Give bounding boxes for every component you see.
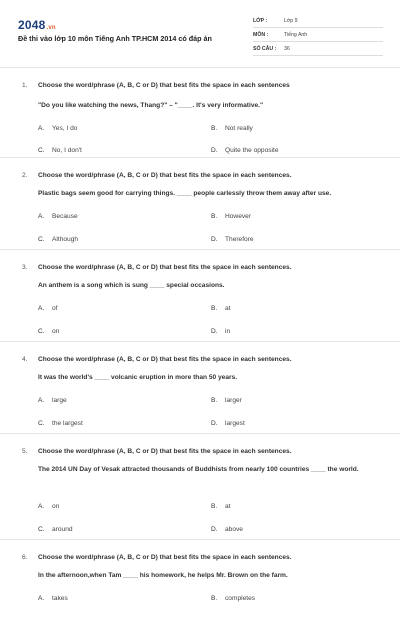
option-b[interactable]	[211, 595, 255, 602]
meta-row-subject	[253, 28, 383, 42]
option-b[interactable]	[211, 305, 231, 312]
option-a[interactable]	[38, 213, 78, 220]
option-b[interactable]	[211, 503, 231, 510]
question-instruction: Choose the word/phrase (A, B, C or D) that best fits the space in each sentences.	[38, 264, 292, 271]
option-text: takes	[52, 595, 68, 602]
option-text: However	[225, 213, 252, 220]
option-letter: A.	[38, 125, 45, 132]
logo-suffix: .vn	[46, 25, 56, 31]
option-a[interactable]	[38, 503, 59, 510]
meta-label: LỚP :	[253, 17, 268, 24]
option-d[interactable]	[211, 526, 243, 533]
option-text: at	[225, 305, 231, 312]
question-text: The 2014 UN Day of Vesak attracted thousands of Buddhists from nearly 100 countries ____ the world.	[38, 466, 359, 473]
option-text: on	[52, 503, 60, 510]
option-letter: B.	[211, 213, 218, 220]
meta-value: 36	[284, 45, 290, 52]
question-number: 2.	[22, 172, 28, 179]
option-c[interactable]	[38, 328, 59, 335]
option-b[interactable]	[211, 213, 251, 220]
question-text: It was the world's ____ volcanic eruption in more than 50 years.	[38, 374, 238, 381]
option-d[interactable]	[211, 147, 279, 154]
option-text: larger	[225, 397, 242, 404]
option-letter: C.	[38, 236, 45, 243]
option-d[interactable]	[211, 236, 254, 243]
question-number: 5.	[22, 448, 28, 455]
question-item	[0, 158, 400, 250]
meta-row-class	[253, 14, 383, 28]
question-header	[22, 82, 290, 89]
option-c[interactable]	[38, 420, 83, 427]
question-text: Plastic bags seem good for carrying things. ____ people carlessly throw them away after use.	[38, 190, 332, 197]
option-letter: D.	[211, 526, 218, 533]
meta-row-count	[253, 42, 383, 56]
option-b[interactable]	[211, 125, 253, 132]
option-letter: B.	[211, 125, 218, 132]
question-item	[0, 434, 400, 540]
option-letter: C.	[38, 420, 45, 427]
option-a[interactable]	[38, 125, 77, 132]
question-text: In the afternoon,when Tam ____ his homework, he helps Mr. Brown on the farm.	[38, 572, 288, 579]
option-text: of	[52, 305, 58, 312]
option-letter: A.	[38, 595, 45, 602]
question-text: "Do you like watching the news, Thang?" – "____. It's very informative."	[38, 102, 264, 109]
question-item	[0, 540, 400, 620]
option-text: largest	[225, 420, 245, 427]
question-item	[0, 68, 400, 158]
option-d[interactable]	[211, 328, 230, 335]
option-text: large	[52, 397, 67, 404]
option-text: Therefore	[225, 236, 254, 243]
option-text: around	[52, 526, 73, 533]
page-header	[0, 0, 400, 68]
question-instruction: Choose the word/phrase (A, B, C or D) that best fits the space in each sentences	[38, 82, 290, 89]
option-letter: A.	[38, 503, 45, 510]
question-instruction: Choose the word/phrase (A, B, C or D) that best fits the space in each sentences.	[38, 356, 292, 363]
question-instruction: Choose the word/phrase (A, B, C or D) that best fits the space in each sentences.	[38, 554, 292, 561]
question-header	[22, 356, 292, 363]
option-text: Yes, I do	[52, 125, 78, 132]
question-instruction: Choose the word/phrase (A, B, C or D) that best fits the space in each sentences.	[38, 448, 292, 455]
option-text: Although	[52, 236, 79, 243]
option-letter: D.	[211, 420, 218, 427]
option-a[interactable]	[38, 305, 58, 312]
question-number: 1.	[22, 82, 28, 89]
question-item	[0, 250, 400, 342]
meta-label: MÔN :	[253, 31, 269, 38]
option-letter: B.	[211, 397, 218, 404]
question-number: 3.	[22, 264, 28, 271]
option-text: the largest	[52, 420, 83, 427]
option-a[interactable]	[38, 397, 67, 404]
option-text: above	[225, 526, 243, 533]
option-letter: C.	[38, 328, 45, 335]
question-number: 4.	[22, 356, 28, 363]
document-title: Đề thi vào lớp 10 môn Tiếng Anh TP.HCM 2014 có đáp án	[18, 34, 212, 43]
option-c[interactable]	[38, 147, 82, 154]
question-header	[22, 264, 292, 271]
option-text: Not really	[225, 125, 253, 132]
option-letter: B.	[211, 503, 218, 510]
option-letter: A.	[38, 213, 45, 220]
question-item	[0, 342, 400, 434]
meta-label: SỐ CÂU :	[253, 45, 277, 52]
option-letter: A.	[38, 305, 45, 312]
option-letter: D.	[211, 328, 218, 335]
option-letter: D.	[211, 147, 218, 154]
option-text: Because	[52, 213, 78, 220]
question-header	[22, 554, 292, 561]
question-number: 6.	[22, 554, 28, 561]
option-letter: B.	[211, 595, 218, 602]
option-c[interactable]	[38, 236, 78, 243]
option-d[interactable]	[211, 420, 245, 427]
option-b[interactable]	[211, 397, 242, 404]
question-list	[0, 68, 400, 620]
option-text: No, I don't	[52, 147, 82, 154]
option-text: in	[225, 328, 231, 335]
option-letter: D.	[211, 236, 218, 243]
meta-value: Tiếng Anh	[284, 31, 308, 38]
option-a[interactable]	[38, 595, 68, 602]
option-letter: C.	[38, 526, 45, 533]
option-text: Quite the opposite	[225, 147, 279, 154]
option-letter: C.	[38, 147, 45, 154]
meta-value: Lớp 9	[284, 17, 298, 24]
exam-info-table	[253, 14, 383, 56]
option-text: on	[52, 328, 60, 335]
question-header	[22, 172, 292, 179]
question-text: An anthem is a song which is sung ____ special occasions.	[38, 282, 225, 289]
option-text: completes	[225, 595, 256, 602]
option-letter: B.	[211, 305, 218, 312]
question-header	[22, 448, 292, 455]
option-letter: A.	[38, 397, 45, 404]
question-instruction: Choose the word/phrase (A, B, C or D) that best fits the space in each sentences.	[38, 172, 292, 179]
option-c[interactable]	[38, 526, 73, 533]
site-logo[interactable]	[18, 18, 56, 32]
option-text: at	[225, 503, 231, 510]
logo-text: 2048	[18, 18, 46, 32]
